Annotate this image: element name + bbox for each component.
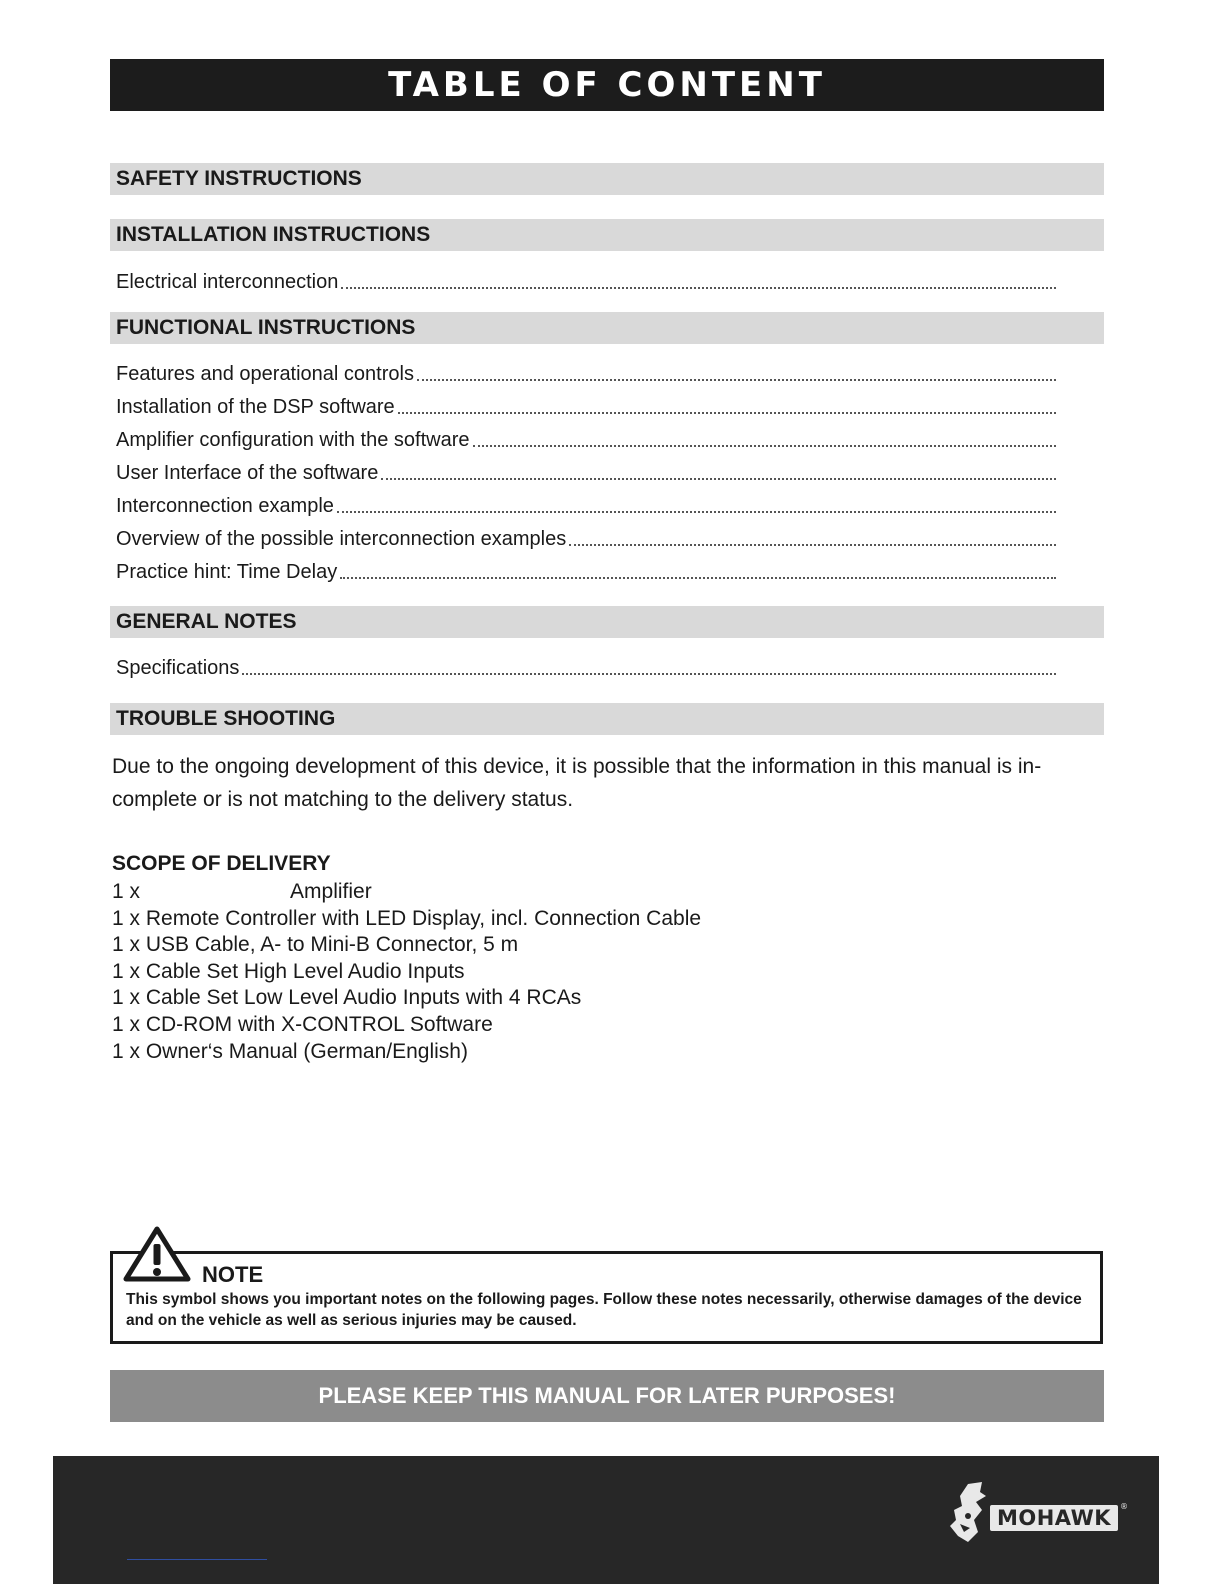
quantity-label: 1 x [112,880,141,903]
toc-leader-dots [381,478,1056,480]
toc-leader-dots [473,445,1057,447]
toc-entry-label: Specifications [116,657,240,679]
toc-leader-dots [341,287,1056,289]
scope-of-delivery-title: SCOPE OF DELIVERY [112,852,331,875]
mohawk-logo [946,1480,1126,1546]
toc-leader-dots [417,379,1056,381]
list-item [112,879,701,906]
toc-entry-overview-examples [116,523,1056,551]
list-item: 1 x Cable Set High Level Audio Inputs [112,959,465,983]
toc-entry-interconnection-example [116,490,1056,518]
toc-entry-label: Interconnection example [116,495,334,517]
disclaimer-paragraph: Due to the ongoing development of this device, it is possible that the information in this manual is in-complete or is not matching to the delivery status. [112,755,1042,811]
toc-leader-dots [242,673,1056,675]
toc-entry-user-interface [116,457,1056,485]
page-title: TABLE OF CONTENT [110,59,1104,111]
toc-entry-label: Installation of the DSP software [116,396,395,418]
toc-entry-label: Features and operational controls [116,363,414,385]
toc-entry-amplifier-configuration [116,424,1056,452]
section-functional-instructions: FUNCTIONAL INSTRUCTIONS [110,312,1104,344]
svg-text:®: ® [1120,1502,1128,1511]
toc-entry-label: Overview of the possible interconnection examples [116,528,567,550]
section-trouble-shooting: TROUBLE SHOOTING [110,703,1104,735]
toc-entry-label: User Interface of the software [116,462,379,484]
toc-entry-label: Practice hint: Time Delay [116,561,338,583]
toc-leader-dots [340,577,1056,579]
toc-entry-electrical-interconnection [116,266,1056,294]
toc-entry-label: Amplifier configuration with the software [116,429,470,451]
list-item: 1 x CD-ROM with X-CONTROL Software [112,1012,493,1036]
note-text: This symbol shows you important notes on the following pages. Follow these notes necessarily, otherwise damages of the device and on the vehicle as well as serious injuries may be caused. [126,1291,1082,1329]
toc-entry-features [116,358,1056,386]
keep-manual-banner: PLEASE KEEP THIS MANUAL FOR LATER PURPOSES! [110,1370,1104,1422]
toc-entry-time-delay [116,556,1056,584]
toc-entry-specifications [116,652,1056,680]
list-item: 1 x Remote Controller with LED Display, incl. Connection Cable [112,906,702,930]
scope-of-delivery-list [112,879,701,1065]
toc-leader-dots [398,412,1056,414]
footer-link-underline [127,1559,267,1560]
warning-icon [122,1224,192,1284]
section-installation-instructions: INSTALLATION INSTRUCTIONS [110,219,1104,251]
logo-text: MOHAWK [996,1506,1112,1530]
note-title: NOTE [202,1262,264,1287]
toc-leader-dots [569,544,1056,546]
list-item: 1 x Owner‘s Manual (German/English) [112,1039,468,1063]
toc-entry-label: Electrical interconnection [116,271,339,293]
toc-leader-dots [337,511,1056,513]
section-general-notes: GENERAL NOTES [110,606,1104,638]
section-safety-instructions: SAFETY INSTRUCTIONS [110,163,1104,195]
amplifier-item: Amplifier [290,880,372,903]
list-item: 1 x USB Cable, A- to Mini-B Connector, 5 m [112,933,519,957]
list-item: 1 x Cable Set Low Level Audio Inputs with 4 RCAs [112,986,582,1010]
toc-entry-dsp-software [116,391,1056,419]
